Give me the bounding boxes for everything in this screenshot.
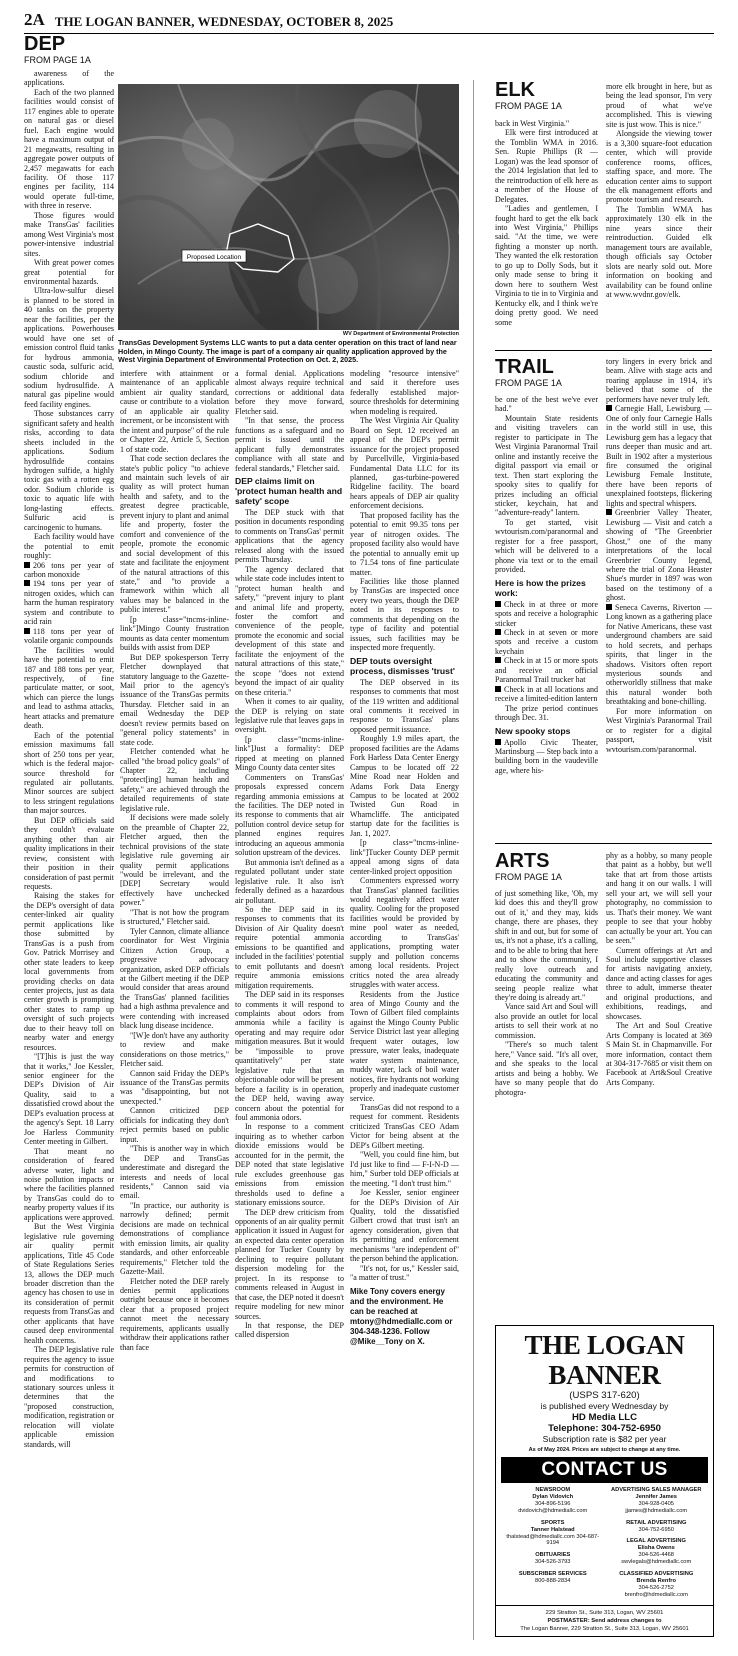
bullet-text: Check in at seven or more spots and receive a custom keychain	[495, 627, 598, 656]
paragraph: That meant no consideration of feared adverse water, light and noise pollution impacts or where the facilities planned by TransGas could do to nearby property values if its applications were approved.	[24, 1146, 114, 1222]
contact-us-banner: CONTACT US	[501, 1457, 708, 1483]
usps-number: (USPS 317-620)	[569, 1390, 640, 1401]
paragraph: The facilities would have the potential to emit 187 and 188 tons per year, respectively, of fine particulate matter, or soot, which can pierce the lungs and lead to asthma attacks, heart attacks and premature death.	[24, 645, 114, 731]
postmaster-label: POSTMASTER: Send address changes to	[547, 1618, 662, 1624]
paragraph: Those figures would make TransGas' facilities among West Virginia's most power-intensive industrial sites.	[24, 210, 114, 258]
paragraph: Elk were first introduced at the Tomblin WMA in 2016. Sen. Rupie Phillips (R — Logan) was the lead sponsor of the 2014 legislation that led to the reintroduction of elk here as a member of the House of Delegates.	[495, 128, 598, 204]
square-bullet-icon	[495, 739, 501, 745]
square-bullet-icon	[606, 604, 612, 610]
paragraph: The West Virginia Air Quality Board on Sept. 12 received an appeal of the DEP's permit issuance for the project proposed by Purcellville, Virginia-based Fundamental Data LLC for its planned, gas-turbine-powered Ridgeline facility. The board hears appeals of DEP air quality enforcement decisions.	[350, 416, 459, 511]
bullet-item	[24, 579, 114, 626]
bullet-text: Check in at three or more spots and receive a holographic sticker	[495, 599, 598, 628]
paragraph: Fletcher noted the DEP rarely denies permit applications outright because once it becomes clear that a proposed project cannot meet the necessary requirements, applicants usually withdraw their applications rather than face	[120, 1276, 229, 1352]
bullet-text: Greenbrier Valley Theater, Lewisburg — Visit and catch a showing of "The Greenbrier Ghost," one of the many interpretations of the local Greenbrier County legend, where the trial of Zona Heaster Shue's murder in 1897 was won based on the testimony of a ghost.	[606, 508, 712, 603]
paragraph: Alongside the viewing tower is a 3,300 square-foot education center, which will provide conference rooms, offices, staffing space, and more. The education center aims to support the elk management efforts and promote tourism and research.	[606, 129, 712, 205]
contact-phone: 304-928-0405	[638, 1501, 674, 1507]
subheading: Here is how the prizes work:	[495, 577, 586, 598]
paragraph: [p class="tncms-inline-link"]Tucker County DEP permit appeal among signs of data center-linked project opposition	[350, 838, 459, 876]
paragraph: Each of the potential emission maximums fall short of 250 tons per year, which is the federal major-source threshold for regulated air pollutants. Minor sources are subject to less stringent regulations than major sources.	[24, 730, 114, 816]
dep-headline: DEP	[24, 33, 66, 55]
bullet-item	[495, 600, 598, 628]
contact-email: jjames@hdmediallc.com	[625, 1507, 688, 1514]
contacts-left	[501, 1487, 605, 1604]
contact-name: Jennifer James	[635, 1494, 677, 1500]
aerial-photo-image	[118, 84, 459, 330]
contact-title: SUBSCRIBER SERVICES	[518, 1570, 587, 1577]
contact-phone: 304-752-6950	[638, 1526, 674, 1533]
contacts	[496, 1487, 713, 1604]
contact-phone: 304-526-3793	[535, 1559, 571, 1566]
bullet-item	[606, 603, 712, 707]
trail-header	[495, 357, 605, 392]
square-bullet-icon	[495, 629, 501, 635]
bullet-item	[24, 627, 114, 646]
paragraph: In response to a comment inquiring as to whether carbon dioxide emissions would be accounted for in the permit, the DEP noted that state legislative rule excludes greenhouse gas emissions from emission thresholds used to define a stationary emissions source.	[235, 1122, 344, 1208]
trail-column-2	[606, 357, 712, 835]
paragraph: The DEP observed in its responses to comments that most of the 119 written and additional oral comments it received in response to TransGas' plans opposed permit issuance.	[350, 677, 459, 734]
contact-title: ADVERTISING SALES MANAGER	[611, 1487, 702, 1493]
arts-headline: ARTS	[495, 850, 550, 872]
publisher: HD Media LLC	[571, 1412, 638, 1423]
bullet-text: Apollo Civic Theater, Martinsburg — Step back into a building born in the vaudeville age, where his-	[495, 737, 598, 775]
contact-phone: 800-888-2834	[535, 1577, 571, 1584]
paragraph: Roughly 1.9 miles apart, the proposed facilities are the Adams Fork Harless Data Center Energy Campus to be located off 22 Mine Road near Holden and Adams Fork Data Energy Campus to be located at 2002 Twisted Gun Road in Wharncliffe. The anticipated startup date for the facilities is Jan. 1, 2027.	[350, 734, 459, 838]
dep-column-1	[24, 69, 114, 1639]
bullet-item	[24, 561, 114, 580]
contact-entry	[605, 1520, 709, 1534]
elk-column-2	[606, 82, 712, 344]
paragraph: modeling "resource intensive" and said it therefore uses federally established major-source thresholds for determining when modeling is required.	[350, 369, 459, 416]
contact-title: CLASSIFIED ADVERTISING	[619, 1570, 694, 1577]
paragraph: The prize period continues through Dec. 31.	[495, 703, 598, 723]
contact-entry	[501, 1552, 605, 1566]
contact-name: Elisha Owens	[637, 1545, 675, 1552]
paragraph: So the DEP said in its responses to comments that its Division of Air Quality doesn't require potential ammonia emissions to be quantified and included in the facilities' potential to emit pollutants and doesn't require ammonia emissions mitigation requirements.	[235, 905, 344, 990]
paragraph: awareness of the applications.	[24, 69, 114, 88]
masthead-name: THE LOGAN BANNER	[524, 1330, 685, 1390]
paragraph: When it comes to air quality, the DEP is relying on state legislative rule that leaves gaps in oversight.	[235, 697, 344, 735]
paragraph: But DEP officials said they couldn't evaluate anything other than air quality implications in their review, consistent with their position in their consideration of past permit requests.	[24, 815, 114, 891]
paragraph: Mountain State residents and visiting travelers can register to participate in The West Virginia Paranormal Trail online and instantly receive the digital passport via email or text. Then start exploring the spooky sites to qualify for prizes including an official sticker, keychain, hat and "adventure-ready" lantern.	[495, 413, 598, 518]
bullet-item	[495, 656, 598, 684]
paragraph: Raising the stakes for the DEP's oversight of data center-linked air quality permit applications like those submitted by TransGas is a push from Gov. Patrick Morrisey and other state leaders to keep local governments from providing checks on data center projects, just as data center growth is prompting other states to ramp up oversight of such projects due to their heavy toll on nearby water and energy resources.	[24, 891, 114, 1052]
contact-name: Tanner Halstead	[530, 1526, 575, 1533]
paragraph: [p class="tncms-inline-link"]Just a formality': DEP ripped at meeting on planned Mingo County data center sites	[235, 734, 344, 773]
bullet-item	[495, 628, 598, 656]
paragraph: "Well, you could fine him, but I'd just like to find — F-I-N-D — him," Surber told DEP officials at the meeting. "I don't trust him."	[350, 1150, 459, 1188]
postmaster-address: The Logan Banner, 229 Stratton St., Suite 313, Logan, WV 25601	[520, 1626, 689, 1632]
bullet-text: Carnegie Hall, Lewisburg — One of only four Carnegie Halls in the world still in use, this Lewisburg gem has a legacy that runs deeper than music and art. Built in 1902 after a mysterious fire consumed the original Lewisburg Female Institute, there have been reports of unexplained footsteps, flickering lights and spectral whispers.	[606, 404, 712, 508]
paragraph: "There's so much talent here," Vance said. "It's all over, and she speaks to the local artists and being a hobby. We have so many people that do photogra-	[495, 1040, 598, 1097]
paragraph: "That is not how the program is structured," Fletcher said.	[120, 907, 229, 927]
paragraph: "In practice, our authority is narrowly defined; permit decisions are made on technical demonstrations of compliance with emission limits, air quality standards, and other enforceable requirements," Fletcher told the Gazette-Mail.	[120, 1200, 229, 1277]
price-note: As of May 2024. Prices are subject to change at any time.	[528, 1447, 681, 1453]
paragraph: Joe Kessler, senior engineer for the DEP's Division of Air Quality, told the dissatisfied Gilbert crowd that trust isn't an agency consideration, given that its permitting and enforcement mechanisms "are independent of" the person behind the application.	[350, 1188, 459, 1264]
square-bullet-icon	[495, 657, 501, 663]
contact-email: brenfro@hdmediallc.com	[624, 1591, 688, 1598]
paragraph: That proposed facility has the potential to emit 99.35 tons per year of nitrogen oxides. The proposed facility also would have the potential to annually emit up to 71.54 tons of fine particulate matter.	[350, 510, 459, 577]
paragraph: To get started, visit wvtourism.com/paranormal and register for a free passport, which will be delivered to a phone via text or to the email provided.	[495, 517, 598, 575]
bullet-item	[606, 404, 712, 508]
bullet-text: Seneca Caverns, Riverton — Long known as a gathering place for Native Americans, these vast underground chambers are said to hold secrets, and perhaps spirits, that linger in the shadows. Visitors often report mysterious sounds and otherworldly stillness that make this natural wonder both breathtaking and bone-chilling.	[606, 602, 712, 707]
telephone: Telephone: 304-752-6950	[548, 1423, 661, 1434]
masthead-box	[495, 1325, 714, 1637]
paragraph: In that response, the DEP called dispersion	[235, 1320, 344, 1340]
photo-caption: TransGas Development Systems LLC wants to put a data center operation on this tract of land near Holden, in Mingo County. The image is part of a company air quality application approved by the West Virginia Department of Environmental Protection on Oct. 2, 2025.	[118, 338, 457, 365]
square-bullet-icon	[495, 601, 501, 607]
dep-column-3	[235, 369, 344, 1639]
paragraph: Commenters on TransGas' proposals expressed concern regarding ammonia emissions at the facilities. The DEP noted in its response to comments that air pollution control device setup for planned engines requires introducing an aqueous ammonia solution upstream of the devices.	[235, 772, 344, 858]
paragraph: "[W]e don't have any authority to review and make considerations on those metrics," Fletcher said.	[120, 1030, 229, 1069]
contacts-right	[605, 1487, 709, 1604]
contact-entry	[501, 1487, 605, 1515]
elk-header	[495, 80, 605, 115]
subheading: New spooky stops	[495, 725, 571, 736]
paragraph: Current offerings at Art and Soul include supportive classes for artists navigating anxiety, dance and acting classes for ages three to adult, immerse theater and original productions, and exhibitions, readings, and showcases.	[606, 945, 712, 1021]
photo-label: Proposed Location	[186, 254, 242, 261]
office-address: 229 Stratton St., Suite 313, Logan, WV 25601	[545, 1610, 664, 1616]
contact-phone: 304-526-4468	[638, 1552, 674, 1559]
dep-column-4	[350, 369, 459, 1639]
paragraph: "This is another way in which the DEP and TransGas underestimate and disregard the interests and needs of local residents," Cannon said via email.	[120, 1144, 229, 1201]
paragraph: TransGas did not respond to a request for comment. Residents criticized TransGas CEO Adam Victor for being absent at the DEP's Gilbert meeting.	[350, 1102, 459, 1150]
paragraph: Residents from the Justice area of Mingo County and the Town of Gilbert filed complaints against the Mingo County Public Service District last year alleging frequent water outages, low pressure, water leaks, inadequate water system maintenance, muddy water, lack of boil water notices, fire hydrants not working properly and inadequate customer service.	[350, 989, 459, 1103]
dep-jump: FROM PAGE 1A	[24, 55, 91, 65]
bullet-text: 194 tons per year of nitrogen oxides, which can harm the human respiratory system and contribute to acid rain	[24, 579, 114, 627]
published-line: is published every Wednesday by	[540, 1401, 669, 1411]
contact-entry	[501, 1520, 605, 1548]
trail-headline: TRAIL	[495, 356, 554, 378]
paragraph: Tyler Cannon, climate alliance coordinator for West Virginia Citizen Action Group, a progressive advocacy organization, asked DEP officials at the Gilbert meeting if the DEP would consider that areas around the TransGas' planned facilities had a high asthma prevalence and were contending with increased black lung disease incidence.	[120, 926, 229, 1031]
contact-name: Brenda Renfro	[636, 1577, 676, 1584]
paragraph: The agency declared that while state code includes intent to "protect human health and safety," "prevent injury to plant and animal life and property, foster the comfort and convenience of the people, promote the economic and social development of this state and facilitate the enjoyment of the natural attractions of this state," the scope "does not extend beyond the impact of air quality on these criteria."	[235, 564, 344, 697]
paragraph: With great power comes great potential for environmental hazards.	[24, 258, 114, 286]
arts-header	[495, 851, 605, 886]
paragraph: more elk brought in here, but as being the lead sponsor, I'm very proud of what we've accomplished. This is viewing site is just wow. This is nice."	[606, 82, 712, 129]
column-divider	[473, 80, 474, 1640]
paragraph: Cannon said Friday the DEP's issuance of the TransGas permits was "disappointing, but not unexpected."	[120, 1068, 229, 1106]
paragraph: The DEP legislative rule requires the agency to issue permits for construction of and modifications to stationary sources unless it determines that the "proposed construction, modification, registration or relocation will violate applicable emission standards, will	[24, 1345, 114, 1449]
paragraph: That code section declares the state's public policy "to achieve and maintain such levels of air quality as will protect human health and safety, and to the greatest degree practicable, prevent injury to plant and animal life and property, foster the comfort and convenience of the people, promote the economic and social development of this state and facilitate the enjoyment of the natural attractions of this state," and "to provide a framework within which all values may be balanced in the public interest."	[120, 454, 229, 615]
contact-phone: 304-896-5196	[535, 1501, 571, 1507]
paragraph: Those substances carry significant safety and health risks, according to data sheets included in the applications. Sodium hydrosulfide contains hydrogen sulfide, a highly toxic gas with a rotten egg odor. Sodium chloride is toxic to aquatic life with long-lasting effects. Sulfuric acid is carcinogenic to humans.	[24, 409, 114, 532]
contact-title: LEGAL ADVERTISING	[626, 1538, 686, 1545]
elk-column-1	[495, 119, 598, 344]
paragraph: But ammonia isn't defined as a regulated pollutant under state legislative rule. It also isn't federally defined as a hazardous air pollutant.	[235, 857, 344, 905]
paragraph: [p class="tncms-inline-link"]Mingo County frustration mounts as data center momentum builds with assist from DEP	[120, 614, 229, 653]
paragraph: back in West Virginia."	[495, 119, 570, 128]
subheading: DEP touts oversight process, dismisses 'trust'	[350, 655, 455, 676]
arts-column-1	[495, 889, 598, 1309]
paragraph: Ultra-low-sulfur diesel is planned to be stored in 40 tanks on the property near the facilities, per the applications. Powerhouses would have one set of emission control fluid tanks for hydrous ammonia, caustic soda, sulfuric acid, sodium chloride and sodium hydrosulfide. A natural gas pipeline would feed facility engines.	[24, 286, 114, 409]
square-bullet-icon	[606, 509, 612, 515]
section-rule	[495, 843, 712, 844]
contact-title: RETAIL ADVERTISING	[626, 1519, 687, 1526]
arts-jump: FROM PAGE 1A	[495, 872, 562, 882]
paragraph: The Tomblin WMA has approximately 130 elk in the nine years since their reintroduction. Guided elk management tours are available, though officials say October slots are nearly sold out. More information on booking and availability can be found online at www.wvdnr.gov/elk.	[606, 204, 712, 299]
contact-entry	[605, 1571, 709, 1599]
contact-email: dvidovich@hdmediallc.com	[518, 1507, 588, 1514]
trail-column-1	[495, 395, 598, 835]
bullet-text: Check in at all locations and receive a limited-edition lantern	[495, 684, 598, 704]
trail-jump: FROM PAGE 1A	[495, 378, 562, 388]
paragraph: tory lingers in every brick and beam. Alive with stage acts and roaring applause in 1914, it's believed that some of the performers have never truly left.	[606, 357, 712, 404]
contact-email: thalstead@hdmediallc.com 304-687-9194	[506, 1533, 600, 1547]
paragraph: But the West Virginia legislative rule governing air quality permit applications, Title 45 Code of State Regulations Series 13, allows the DEP much broader discretion than the agency has chosen to use in its consideration of permit requests from TransGas and other applicants that have caused deep environmental health concerns.	[24, 1222, 114, 1345]
paragraph: The Art and Soul Creative Arts Company is located at 369 S Main St. in Chapmanville. For more information, contact them at 304-317-7685 or visit them on Facebook at Art&Soul Creative Arts Company.	[606, 1021, 712, 1087]
folio	[24, 8, 714, 34]
paragraph: The DEP drew criticism from opponents of an air quality permit application it issued in August for an expected data center operation planned for Tucker County by declining to require pollutant dispersion modeling for the project. In its response to comments released in August in that case, the DEP noted it doesn't require modeling for new minor sources.	[235, 1207, 344, 1321]
section-rule	[495, 350, 712, 351]
paragraph: But DEP spokesperson Terry Fletcher downplayed that statutory language to the Gazette-Mail prior to the agency's issuance of the TransGas permits Thursday. Fletcher said in an email Wednesday the DEP doesn't review permits based on "general policy statements" in state code.	[120, 652, 229, 747]
paragraph: The DEP said in its responses to comments it will respond to complaints about odors from ammonia while a facility is operating and may require odor mitigation measures. But it would be "impossible to prove quantitatively" per state legislative rule that an objectionable odor will be present before a facility is in operation, the DEP held, waving away concern about the potential for foul ammonia odors.	[235, 990, 344, 1122]
elk-jump: FROM PAGE 1A	[495, 101, 562, 111]
dep-column-2	[120, 369, 229, 1639]
contact-phone: 304-526-2752	[638, 1584, 674, 1591]
paragraph: phy as a hobby, so many people that paint as a hobby, but we'll take that art from those artists and hang it on our walls. I will sell your art, we will sell your photography, no commission to us. That's their money. We want people to see that your hobby can actually be your art. You can be seen."	[606, 851, 712, 946]
bullet-item	[495, 685, 598, 704]
square-bullet-icon	[24, 562, 30, 568]
paragraph: If decisions were made solely on the preamble of Chapter 22, Fletcher argued, then the technical provisions of the state legislative rule governing air quality permit applications "would be irrelevant, and the [DEP] Secretary would effectively have unchecked power."	[120, 813, 229, 908]
paragraph: The DEP stuck with that position in documents responding to comments on TransGas' permit applications that the agency released along with the issued permits Thursday.	[235, 507, 344, 565]
square-bullet-icon	[495, 686, 501, 692]
subheading: DEP claims limit on 'protect human health and safety' scope	[235, 475, 343, 506]
contact-title: NEWSROOM	[535, 1487, 571, 1493]
paragraph: of just something like, 'Oh, my kid does this and they'll grow out of it,' and they may, kids change, there are phases, they shift in and out, but for some of us, it's not a phase, it's a calling, and to be able to bring that here and to show the community, I really love outreach and educating the community and seeing people realize what they're doing is already art."	[495, 889, 598, 1002]
bullet-text: Check in at 15 or more spots and receive an official Paranormal Trail trucker hat	[495, 656, 598, 685]
subscription-rate: Subscription rate is $82 per year	[542, 1434, 667, 1444]
paragraph: For more information on West Virginia's Paranormal Trail or to register for a digital passport, visit wvtourism.com/paranormal.	[606, 706, 712, 754]
paragraph: "[T]his is just the way that it works," Joe Kessler, senior engineer for the DEP's Division of Air Quality, said to a dissatisfied crowd about the DEP's evaluation process at the agency's Sept. 18 Larry Joe Harless Community Center meeting in Gilbert.	[24, 1052, 114, 1147]
square-bullet-icon	[606, 405, 612, 411]
contact-title: OBITUARIES	[535, 1552, 571, 1559]
dep-photo	[118, 84, 459, 330]
paragraph: "It's not, for us," Kessler said, "a matter of trust."	[350, 1263, 459, 1283]
paragraph: Each of the two planned facilities would consist of 117 engines able to operate on natural gas or diesel fuel. Each engine would have a maximum output of 21 megawatts, resulting in aggregate power outputs of 2,457 megawatts for each facility. Of those 117 engines per facility, 114 would operate full-time, with three in reserve.	[24, 87, 114, 211]
contact-entry	[605, 1487, 709, 1515]
paragraph: Fletcher contended what he called "the broad policy goals" of Chapter 22, including "protect[ing] human health and safety," are achieved through the detailed requirements of state legislative rule.	[120, 747, 229, 813]
bullet-text: 206 tons per year of carbon monoxide	[24, 560, 114, 580]
paragraph: "In that sense, the process functions as a safeguard and no permit is issued until the applicant fully demonstrates compliance with all state and federal standards," Fletcher said.	[235, 416, 344, 473]
square-bullet-icon	[24, 580, 30, 586]
address-block	[496, 1605, 713, 1636]
paragraph: Each facility would have the potential to emit roughly:	[24, 532, 114, 561]
square-bullet-icon	[24, 628, 30, 634]
page-number: 2A	[24, 10, 45, 29]
contact-entry	[501, 1571, 605, 1585]
paragraph: a formal denial. Applications almost always require technical corrections or additional data before they move forward, Fletcher said.	[235, 369, 344, 416]
paragraph: Vance said Art and Soul will also provide an outlet for local artists to sell their work at no commission.	[495, 1002, 598, 1040]
arts-column-2	[606, 851, 712, 1309]
bullet-item	[495, 738, 598, 776]
paragraph: be one of the best we've ever had."	[495, 395, 598, 414]
author-tagline: Mike Tony covers energy and the environment. He can be reached at mtony@hdmediallc.com or 304-348-1236. Follow @Mike__Tony on X.	[350, 1286, 453, 1346]
folio-line: THE LOGAN BANNER, WEDNESDAY, OCTOBER 8, 2025	[54, 14, 394, 29]
paragraph: "Ladies and gentlemen, I fought hard to get the elk back into West Virginia," Phillips said. "At the time, we were fighting a monster up north. They wanted the elk restoration to go up to Dolly Sods, but it only made sense to bring it down here to southern West Virginia to tie in to Virginia and Kentucky elk, and I think we're doing pretty good. We need some	[495, 204, 598, 327]
bullet-text: 118 tons per year of volatile organic compounds	[24, 626, 114, 646]
photo-credit: WV Department of Environmental Protection	[342, 331, 459, 337]
bullet-item	[606, 508, 712, 603]
elk-headline: ELK	[495, 79, 535, 101]
dep-header	[24, 34, 119, 69]
contact-name: Dylan Vidovich	[532, 1494, 574, 1500]
contact-title: SPORTS	[541, 1519, 565, 1526]
paragraph: Cannon criticized DEP officials for indicating they don't reject permits based on public input.	[120, 1106, 229, 1144]
paragraph: Facilities like those planned by TransGas are inspected once every two years, though the DEP noted in its responses to comments that depending on the type of facility and potential issues, such facilities may be inspected more frequently.	[350, 576, 459, 653]
paragraph: interfere with attainment or maintenance of an applicable ambient air quality standard, cause or contribute to a violation of an applicable air quality increment, or be inconsistent with the intent and purpose" of the rule or Chapter 22, Article 5, Section 1 of state code.	[120, 369, 229, 454]
paragraph: Commenters expressed worry that TransGas' planned facilities would negatively affect water quality. Cooling for the proposed facilities would be provided by mine pool water as needed, according to TransGas' applications, prompting water supply and pollution concerns among local residents. Project critics noted the area already struggles with water access.	[350, 876, 459, 990]
contact-entry	[605, 1538, 709, 1566]
contact-email: swvlegals@hdmediallc.com	[621, 1559, 692, 1566]
